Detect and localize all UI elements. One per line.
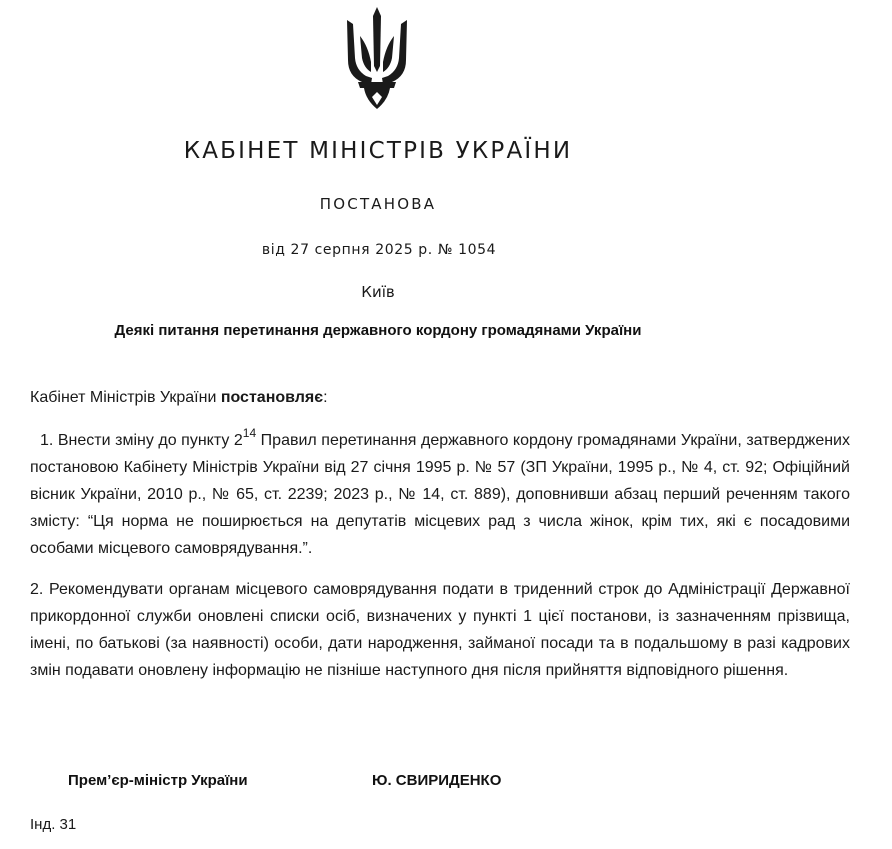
preamble bbox=[30, 389, 328, 407]
paragraph-2: 2. Рекомендувати органам місцевого самоврядування подати в триденний строк до Адміністрації Державної прикордонної служби оновлені списки осіб, визначених у пункті 1 цієї постанови, із зазначенням прізвища, імені, по батькові (за наявності) особи, дати народження, займаної посади та в подальшому в разі кадрових змін подавати оновлену інформацію не пізніше наступного дня після прийняття відповідного рішення. bbox=[30, 581, 850, 679]
coat-of-arms-icon bbox=[344, 6, 410, 110]
document-subject: Деякі питання перетинання державного кордону громадянами України bbox=[114, 322, 642, 339]
document-date-number: від 27 серпня 2025 р. № 1054 bbox=[261, 242, 497, 258]
paragraph-1 bbox=[30, 427, 850, 562]
paragraph-1-superscript: 14 bbox=[242, 425, 257, 440]
paragraph-1-part-b: Правил перетинання державного кордону громадянами України, затверджених постановою Кабінету Міністрів України від 27 січня 1995 р. № 57 (ЗП України, 1995 р., № 4, ст. 92; Офіційний вісник України, 2010 р., № 65, ст. 2239; 2023 р., № 14, ст. 889), доповнивши абзац перший реченням такого змісту: “Ця норма не поширюється на депутатів місцевих рад з числа жінок, крім тих, які є посадовими особами місцевого самоврядування.”. bbox=[30, 432, 850, 557]
signer-title: Прем’єр-міністр України bbox=[68, 772, 248, 789]
preamble-lead: Кабінет Міністрів України bbox=[30, 389, 221, 406]
document-place: Київ bbox=[361, 283, 395, 301]
paragraph-1-part-a: 1. Внести зміну до пункту 2 bbox=[40, 432, 243, 449]
document-type: ПОСТАНОВА bbox=[319, 195, 437, 213]
organization-title: КАБІНЕТ МІНІСТРІВ УКРАЇНИ bbox=[183, 138, 573, 164]
preamble-tail: : bbox=[323, 389, 328, 406]
document-index: Інд. 31 bbox=[30, 816, 77, 833]
signer-name: Ю. СВИРИДЕНКО bbox=[372, 772, 502, 789]
preamble-bold: постановляє bbox=[220, 389, 324, 406]
